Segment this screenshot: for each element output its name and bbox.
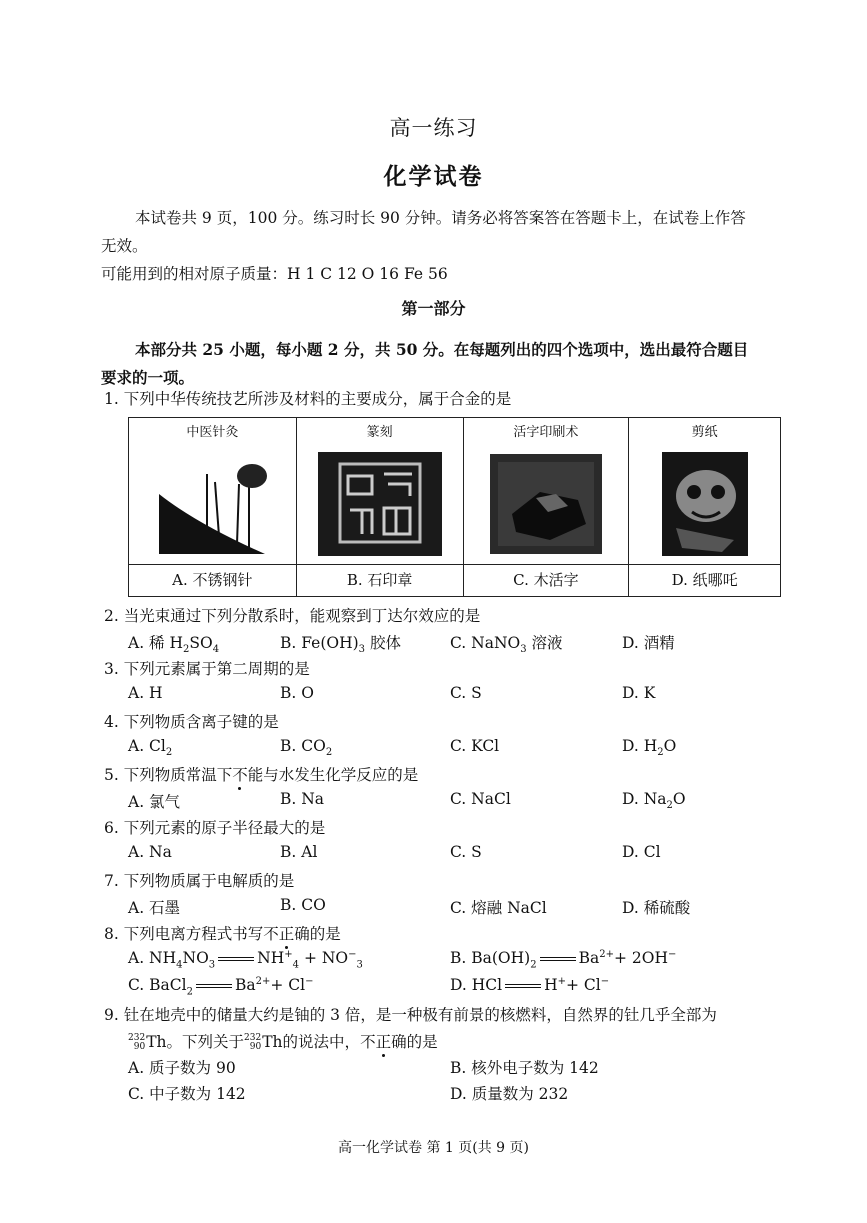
section-title: 第一部分 <box>401 299 466 318</box>
q8-option-d[interactable] <box>450 976 609 994</box>
q1-caption: 活字印刷术 <box>513 425 579 440</box>
q9-option-a[interactable]: A. 质子数为 90 <box>128 1059 236 1077</box>
opt-text: D. HCl <box>450 976 503 995</box>
opt-text: + 2OH <box>613 949 668 968</box>
q4-option-d[interactable] <box>622 737 676 758</box>
emphasis-text: 不正确 <box>263 925 310 943</box>
seal-image <box>297 444 463 564</box>
opt-text: D. Na <box>622 790 667 808</box>
q1-cell-a <box>129 418 297 597</box>
opt-text: Ba <box>578 949 600 968</box>
q2-option-b[interactable] <box>280 631 401 655</box>
q1-cell-d <box>629 418 781 597</box>
sup: − <box>600 976 610 987</box>
element-symbol: Th <box>262 1033 283 1051</box>
sub: 4 <box>212 644 220 656</box>
sub: 2 <box>530 959 537 971</box>
sup: 2+ <box>255 976 271 987</box>
stem-text: 。下列关于 <box>166 1033 245 1051</box>
sup: − <box>667 949 677 960</box>
opt-text: NH <box>257 949 285 968</box>
q5-stem <box>104 763 418 785</box>
opt-text: B. CO <box>280 737 326 755</box>
acupuncture-image <box>129 444 296 564</box>
element-symbol: Th <box>146 1033 167 1051</box>
equals-arrow <box>505 984 541 988</box>
intro-line1: 本试卷共 9 页，100 分。练习时长 90 分钟。请务必将答案答在答题卡上，在试卷上作答 <box>135 209 746 227</box>
q5-option-a[interactable]: A. 氯气 <box>128 793 181 811</box>
stem-text: 的是 <box>406 1033 438 1051</box>
q7-option-a[interactable]: A. 石墨 <box>128 899 181 917</box>
intro-line2: 无效。 <box>101 237 148 255</box>
opt-text: H <box>544 976 558 995</box>
q9-option-b[interactable]: B. 核外电子数为 142 <box>450 1059 599 1077</box>
opt-text: C. BaCl <box>128 976 187 995</box>
q1-caption: 中医针灸 <box>186 425 239 440</box>
sub: 3 <box>356 959 363 971</box>
atomic-masses: 可能用到的相对原子质量：H 1 C 12 O 16 Fe 56 <box>101 265 448 283</box>
q5-option-c[interactable]: C. NaCl <box>450 790 511 808</box>
q7-stem: 7. 下列物质属于电解质的是 <box>104 872 295 890</box>
q1-option-a[interactable]: A. 不锈钢针 <box>129 564 296 595</box>
paper-cut-image <box>629 444 780 564</box>
q9-stem-line2 <box>128 1030 438 1052</box>
q9-option-c[interactable]: C. 中子数为 142 <box>128 1085 246 1103</box>
equals-arrow <box>540 957 576 961</box>
opt-text: Ba <box>234 976 256 995</box>
sub: 2 <box>325 747 333 759</box>
sub: 2 <box>657 747 664 759</box>
sub: 4 <box>176 959 183 971</box>
q3-option-a[interactable]: A. H <box>128 684 163 702</box>
q3-stem: 3. 下列元素属于第二周期的是 <box>104 660 310 678</box>
q1-stem: 1. 下列中华传统技艺所涉及材料的主要成分，属于合金的是 <box>104 390 512 408</box>
q4-option-a[interactable] <box>128 737 172 758</box>
q1-cell-b <box>296 418 463 597</box>
q2-option-d[interactable]: D. 酒精 <box>622 634 675 652</box>
q4-option-c[interactable]: C. KCl <box>450 737 500 755</box>
sup: − <box>305 976 314 987</box>
opt-text: + Cl <box>566 976 601 995</box>
movable-type-image <box>464 444 629 564</box>
opt-text: A. Cl <box>128 737 166 755</box>
q8-stem <box>104 922 341 944</box>
opt-text: O <box>663 737 677 755</box>
q3-option-c[interactable]: C. S <box>450 684 482 702</box>
exam-title: 高一练习 <box>389 116 478 140</box>
q9-option-d[interactable]: D. 质量数为 232 <box>450 1085 569 1103</box>
q7-option-c[interactable]: C. 熔融 NaCl <box>450 899 547 917</box>
q1-cell-c <box>463 418 629 597</box>
q4-option-b[interactable] <box>280 737 332 758</box>
page-footer: 高一化学试卷 第 1 页(共 9 页) <box>338 1140 529 1156</box>
q6-option-c[interactable]: C. S <box>450 843 482 861</box>
q8-option-c[interactable] <box>128 976 314 997</box>
atomic-number: 90 <box>133 1042 146 1052</box>
q2-option-a[interactable] <box>128 631 219 655</box>
q1-caption: 篆刻 <box>366 425 393 440</box>
opt-text: + NO <box>299 949 349 968</box>
q6-stem: 6. 下列元素的原子半径最大的是 <box>104 819 326 837</box>
opt-text: B. Fe(OH) <box>280 634 359 652</box>
section-desc-line1: 本部分共 25 小题，每小题 2 分，共 50 分。在每题列出的四个选项中，选出最符合题目 <box>135 340 749 359</box>
opt-text: B. Ba(OH) <box>450 949 531 968</box>
sup: + <box>284 949 293 960</box>
sub: 2 <box>186 986 193 998</box>
q7-option-b[interactable]: B. CO <box>280 896 326 914</box>
sub: 3 <box>520 644 527 656</box>
q5-option-b[interactable]: B. Na <box>280 790 325 808</box>
sub: 4 <box>292 959 300 971</box>
q1-image-table <box>128 417 781 597</box>
sup: + <box>557 976 566 987</box>
exam-subtitle: 化学试卷 <box>383 163 484 190</box>
q2-stem: 2. 当光束通过下列分散系时，能观察到丁达尔效应的是 <box>104 607 481 625</box>
opt-text: O <box>672 790 686 808</box>
emphasis-text: 不正确 <box>360 1033 407 1051</box>
q6-option-d[interactable]: D. Cl <box>622 843 661 861</box>
q3-option-d[interactable]: D. K <box>622 684 656 702</box>
atomic-number: 90 <box>249 1042 262 1052</box>
stem-text: 8. 下列电离方程式书写 <box>104 925 264 943</box>
q7-option-d[interactable]: D. 稀硫酸 <box>622 899 691 917</box>
q6-option-b[interactable]: B. Al <box>280 843 318 861</box>
sup: 2+ <box>599 949 614 960</box>
q1-option-c[interactable]: C. 木活字 <box>464 564 629 595</box>
intro <box>101 204 781 288</box>
equals-arrow <box>196 984 232 988</box>
nuclide-notation <box>128 1034 145 1052</box>
stem-text: 的说法中， <box>282 1033 361 1051</box>
section-desc <box>101 336 781 392</box>
q9-stem-line1: 9. 钍在地壳中的储量大约是铀的 3 倍，是一种极有前景的核燃料，自然界的钍几乎全部为 <box>104 1006 717 1024</box>
sup: − <box>348 949 357 960</box>
stem-text: 5. 下列物质常温下 <box>104 766 233 784</box>
opt-text: 胶体 <box>365 634 401 652</box>
mass-number: 232 <box>128 1033 146 1043</box>
equals-arrow <box>218 957 254 961</box>
q1-option-b[interactable]: B. 石印章 <box>297 564 463 595</box>
q8-option-a[interactable] <box>128 949 363 970</box>
opt-text: A. NH <box>128 949 177 968</box>
sub: 3 <box>358 644 366 656</box>
sub: 3 <box>208 959 216 971</box>
q3-option-b[interactable]: B. O <box>280 684 314 702</box>
opt-text: NO <box>182 949 209 968</box>
q1-option-d[interactable]: D. 纸哪吒 <box>629 564 780 595</box>
q2-option-c[interactable] <box>450 631 563 655</box>
opt-text: A. 稀 H <box>128 634 183 652</box>
emphasis-text: 不 <box>232 766 248 784</box>
q8-option-b[interactable] <box>450 949 676 970</box>
mass-number: 232 <box>244 1033 262 1043</box>
sub: 2 <box>165 747 173 759</box>
stem-text: 的是 <box>309 925 341 943</box>
q5-option-d[interactable] <box>622 790 686 811</box>
opt-text: 溶液 <box>526 634 563 652</box>
section-desc-line2: 要求的一项。 <box>101 368 195 387</box>
opt-text: D. H <box>622 737 658 755</box>
sub: 2 <box>183 644 190 656</box>
opt-text: + Cl <box>270 976 306 995</box>
nuclide-notation <box>244 1034 261 1052</box>
sub: 2 <box>666 800 673 812</box>
stem-text: 能与水发生化学反应的是 <box>247 766 419 784</box>
q4-stem: 4. 下列物质含离子键的是 <box>104 713 279 731</box>
q6-option-a[interactable]: A. Na <box>128 843 172 861</box>
opt-text: SO <box>189 634 213 652</box>
q1-caption: 剪纸 <box>691 425 718 440</box>
opt-text: C. NaNO <box>450 634 521 652</box>
